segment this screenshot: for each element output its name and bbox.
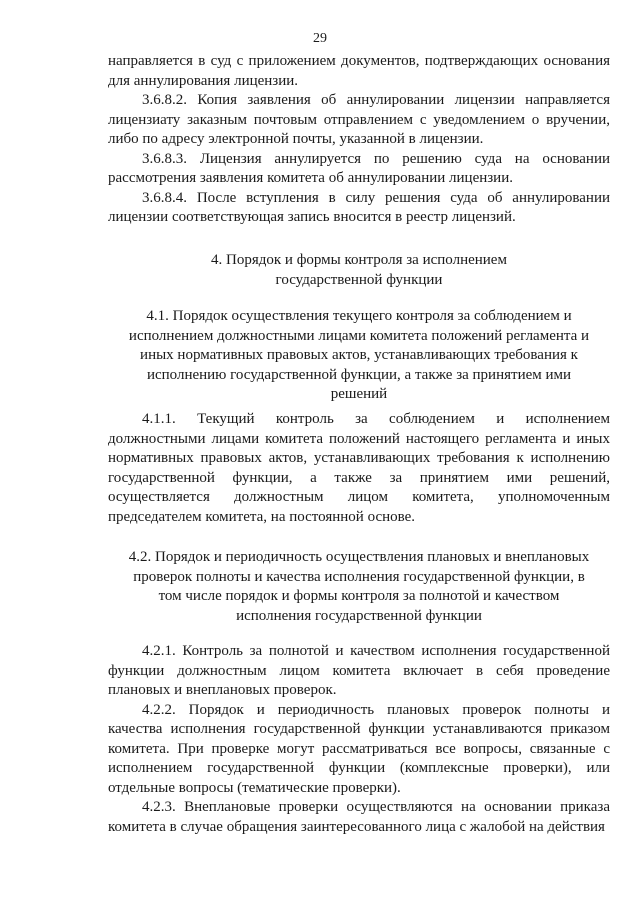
- section-4-heading: [108, 251, 610, 290]
- paragraph: [108, 52, 610, 91]
- heading-line: 4. Порядок и формы контроля за исполнением: [211, 252, 507, 268]
- heading-line: 4.2. Порядок и периодичность осуществления плановых и внеплановых: [128, 549, 590, 565]
- text-line: осуществляется должностным лицом комитета, уполномоченным: [108, 489, 610, 505]
- paragraph: [108, 91, 610, 150]
- text-line: нормативных правовых актов, устанавливающих требования к исполнению: [108, 450, 610, 466]
- paragraph: [108, 798, 610, 837]
- heading-line: том числе порядок и формы контроля за полнотой и качеством: [158, 588, 560, 604]
- paragraph: [108, 642, 610, 701]
- text-line: комитета в случае обращения заинтересованного лица с жалобой на действия: [108, 818, 605, 835]
- heading-line: проверок полноты и качества исполнения государственной функции, в: [133, 568, 585, 585]
- text-line: 3.6.8.4. После вступления в силу решения суда об аннулировании: [142, 189, 610, 206]
- heading-line: иных нормативных правовых актов, устанавливающих требования к: [140, 347, 578, 363]
- paragraph: [108, 701, 610, 799]
- text-line: 4.2.2. Порядок и периодичность плановых проверок полноты и: [142, 701, 610, 718]
- text-line: качества исполнения государственной функции устанавливаются приказом: [108, 721, 610, 737]
- text-line: 4.2.3. Внеплановые проверки осуществляются на основании приказа: [142, 799, 610, 815]
- text-line: исполнением государственной функции (комплексные проверки), или: [108, 760, 610, 776]
- section-3-6-8-text: [108, 52, 610, 228]
- text-line: должностными лицами комитета положений настоящего регламента и иных: [108, 430, 610, 447]
- page-number: 29: [313, 31, 327, 46]
- heading-line: исполнением должностными лицами комитета положений регламента и: [128, 327, 590, 344]
- text-line: плановых и внеплановых проверок.: [108, 682, 337, 698]
- text-line: 4.1.1. Текущий контроль за соблюдением и исполнением: [142, 411, 610, 427]
- text-line: председателем комитета, на постоянной основе.: [108, 508, 416, 525]
- text-line: комитета. При проверке могут рассматриваться все вопросы, связанные с: [108, 740, 610, 757]
- text-line: либо по адресу электронной почты, указанной в лицензии.: [108, 131, 484, 147]
- heading-line: решений: [330, 386, 388, 402]
- heading-line: государственной функции: [275, 271, 443, 288]
- text-line: направляется в суд с приложением документов, подтверждающих основания: [108, 53, 610, 69]
- paragraph: [108, 189, 610, 228]
- text-line: 3.6.8.3. Лицензия аннулируется по решению суда на основании: [142, 150, 610, 167]
- text-line: 3.6.8.2. Копия заявления об аннулировании лицензии направляется: [142, 92, 610, 108]
- text-line: государственной функции, а также за принятием ими решений,: [108, 469, 610, 486]
- text-line: лицензиату заказным почтовым отправлением с уведомлением о вручении,: [108, 111, 610, 128]
- text-line: функции должностным лицом комитета включает в себя проведение: [108, 662, 610, 679]
- heading-line: 4.1. Порядок осуществления текущего контроля за соблюдением и: [146, 308, 572, 324]
- text-line: отдельные вопросы (тематические проверки).: [108, 779, 401, 796]
- text-line: лицензии соответствующая запись вносится в реестр лицензий.: [108, 209, 516, 225]
- text-line: 4.2.1. Контроль за полнотой и качеством исполнения государственной: [142, 643, 610, 659]
- text-line: для аннулирования лицензии.: [108, 72, 299, 89]
- section-4-1-heading: [108, 307, 610, 405]
- paragraph-4-1-1: [108, 410, 610, 527]
- section-4-2-heading: [108, 548, 610, 626]
- heading-line: исполнению государственной функции, а также за принятием ими: [146, 366, 572, 383]
- section-4-2-text: [108, 642, 610, 837]
- paragraph: [108, 150, 610, 189]
- heading-line: исполнения государственной функции: [236, 607, 482, 624]
- text-line: рассмотрения заявления комитета об аннулировании лицензии.: [108, 170, 513, 186]
